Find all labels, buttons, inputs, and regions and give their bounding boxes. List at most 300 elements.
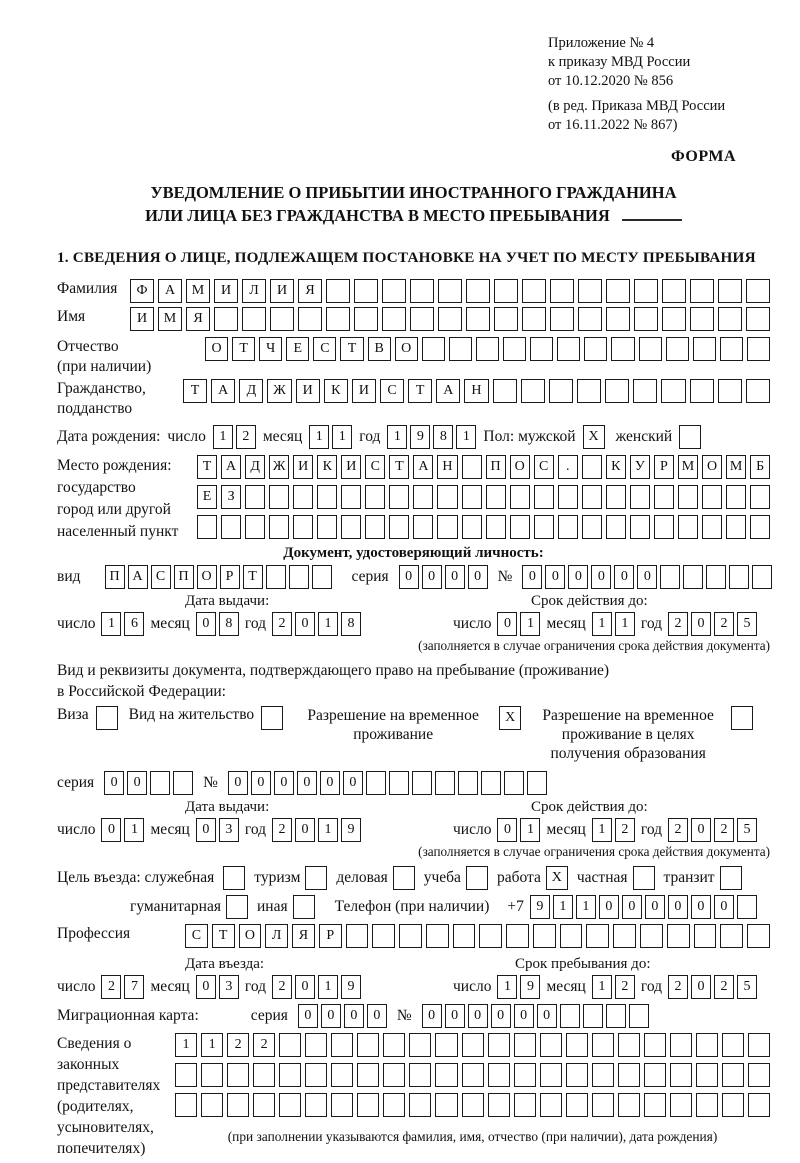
sex-female-checkbox[interactable] (679, 425, 701, 449)
char-box[interactable] (613, 924, 636, 948)
char-box[interactable] (293, 515, 313, 539)
char-box[interactable] (633, 379, 657, 403)
char-box[interactable] (266, 565, 286, 589)
char-box[interactable] (606, 515, 626, 539)
char-box[interactable] (630, 515, 650, 539)
char-box[interactable] (666, 337, 689, 361)
char-box[interactable]: Н (464, 379, 488, 403)
char-box[interactable]: Е (197, 485, 217, 509)
char-box[interactable]: М (726, 455, 746, 479)
char-box[interactable]: . (558, 455, 578, 479)
char-box[interactable]: 2 (272, 612, 292, 636)
char-box[interactable]: 2 (615, 975, 635, 999)
char-box[interactable] (702, 515, 722, 539)
char-box[interactable] (533, 924, 556, 948)
char-box[interactable] (550, 307, 574, 331)
char-box[interactable]: Т (408, 379, 432, 403)
char-box[interactable] (634, 279, 658, 303)
char-box[interactable]: 0 (568, 565, 588, 589)
char-box[interactable]: Т (340, 337, 363, 361)
char-box[interactable]: 0 (537, 1004, 557, 1028)
char-box[interactable] (409, 1063, 431, 1087)
char-box[interactable]: 0 (295, 612, 315, 636)
char-box[interactable] (504, 771, 524, 795)
char-box[interactable] (346, 924, 369, 948)
char-box[interactable]: 1 (592, 818, 612, 842)
char-box[interactable]: С (151, 565, 171, 589)
char-box[interactable] (422, 337, 445, 361)
char-box[interactable] (341, 515, 361, 539)
char-box[interactable]: 0 (321, 1004, 341, 1028)
char-box[interactable] (354, 307, 378, 331)
char-box[interactable]: 0 (497, 818, 517, 842)
visa-checkbox[interactable] (96, 706, 118, 730)
char-box[interactable] (435, 1033, 457, 1057)
char-box[interactable] (540, 1063, 562, 1087)
char-box[interactable]: И (130, 307, 154, 331)
char-box[interactable] (640, 924, 663, 948)
char-box[interactable]: 1 (520, 612, 540, 636)
char-box[interactable]: И (293, 455, 313, 479)
char-box[interactable] (383, 1063, 405, 1087)
char-box[interactable]: 0 (196, 975, 216, 999)
char-box[interactable]: 0 (468, 1004, 488, 1028)
char-box[interactable]: Т (232, 337, 255, 361)
char-box[interactable] (510, 515, 530, 539)
char-box[interactable] (560, 924, 583, 948)
char-box[interactable]: В (368, 337, 391, 361)
char-box[interactable]: 0 (295, 975, 315, 999)
char-box[interactable]: 2 (714, 818, 734, 842)
char-box[interactable]: 1 (497, 975, 517, 999)
char-box[interactable]: 1 (592, 975, 612, 999)
char-box[interactable] (618, 1063, 640, 1087)
char-box[interactable] (514, 1093, 536, 1117)
char-box[interactable] (503, 337, 526, 361)
char-box[interactable] (305, 1093, 327, 1117)
char-box[interactable]: 2 (714, 612, 734, 636)
char-box[interactable]: С (534, 455, 554, 479)
char-box[interactable]: Ч (259, 337, 282, 361)
char-box[interactable] (584, 337, 607, 361)
char-box[interactable] (173, 771, 193, 795)
char-box[interactable] (354, 279, 378, 303)
char-box[interactable]: Т (183, 379, 207, 403)
char-box[interactable] (341, 485, 361, 509)
char-box[interactable]: 1 (387, 425, 407, 449)
char-box[interactable] (748, 1093, 770, 1117)
char-box[interactable] (410, 307, 434, 331)
char-box[interactable] (227, 1093, 249, 1117)
purpose-humanitarian-checkbox[interactable] (226, 895, 248, 919)
char-box[interactable] (279, 1033, 301, 1057)
char-box[interactable]: 0 (691, 895, 711, 919)
char-box[interactable]: М (158, 307, 182, 331)
char-box[interactable] (690, 307, 714, 331)
char-box[interactable]: Я (186, 307, 210, 331)
char-box[interactable]: И (352, 379, 376, 403)
sex-male-checkbox[interactable]: X (583, 425, 605, 449)
char-box[interactable] (253, 1093, 275, 1117)
char-box[interactable]: Ж (267, 379, 291, 403)
char-box[interactable] (510, 485, 530, 509)
char-box[interactable]: 0 (295, 818, 315, 842)
char-box[interactable] (175, 1093, 197, 1117)
char-box[interactable] (409, 1033, 431, 1057)
char-box[interactable] (449, 337, 472, 361)
char-box[interactable]: 2 (227, 1033, 249, 1057)
char-box[interactable] (583, 1004, 603, 1028)
char-box[interactable] (175, 1063, 197, 1087)
char-box[interactable] (413, 485, 433, 509)
char-box[interactable]: О (197, 565, 217, 589)
char-box[interactable]: А (158, 279, 182, 303)
char-box[interactable] (634, 307, 658, 331)
char-box[interactable] (488, 1063, 510, 1087)
char-box[interactable]: 2 (272, 818, 292, 842)
char-box[interactable] (662, 279, 686, 303)
char-box[interactable] (644, 1093, 666, 1117)
char-box[interactable]: 1 (576, 895, 596, 919)
char-box[interactable] (365, 485, 385, 509)
char-box[interactable]: 9 (530, 895, 550, 919)
char-box[interactable]: З (221, 485, 241, 509)
char-box[interactable] (331, 1033, 353, 1057)
char-box[interactable]: 1 (101, 612, 121, 636)
char-box[interactable] (458, 771, 478, 795)
char-box[interactable] (521, 379, 545, 403)
char-box[interactable]: 2 (668, 818, 688, 842)
char-box[interactable] (534, 515, 554, 539)
char-box[interactable]: 0 (599, 895, 619, 919)
char-box[interactable] (331, 1093, 353, 1117)
char-box[interactable] (606, 307, 630, 331)
char-box[interactable] (662, 307, 686, 331)
char-box[interactable]: 0 (468, 565, 488, 589)
char-box[interactable]: М (186, 279, 210, 303)
char-box[interactable] (611, 337, 634, 361)
char-box[interactable] (750, 515, 770, 539)
char-box[interactable] (488, 1033, 510, 1057)
char-box[interactable]: 5 (737, 818, 757, 842)
char-box[interactable] (435, 771, 455, 795)
char-box[interactable]: С (380, 379, 404, 403)
char-box[interactable] (527, 771, 547, 795)
char-box[interactable] (462, 1033, 484, 1057)
char-box[interactable] (582, 455, 602, 479)
char-box[interactable] (748, 1063, 770, 1087)
char-box[interactable] (722, 1033, 744, 1057)
char-box[interactable] (298, 307, 322, 331)
char-box[interactable] (372, 924, 395, 948)
char-box[interactable] (506, 924, 529, 948)
purpose-other-checkbox[interactable] (293, 895, 315, 919)
char-box[interactable]: 0 (614, 565, 634, 589)
char-box[interactable]: 1 (124, 818, 144, 842)
char-box[interactable] (606, 279, 630, 303)
char-box[interactable]: Т (197, 455, 217, 479)
char-box[interactable] (486, 515, 506, 539)
char-box[interactable] (720, 337, 743, 361)
char-box[interactable]: 0 (497, 612, 517, 636)
char-box[interactable]: 1 (175, 1033, 197, 1057)
char-box[interactable]: С (313, 337, 336, 361)
char-box[interactable]: М (678, 455, 698, 479)
char-box[interactable] (331, 1063, 353, 1087)
char-box[interactable]: Ж (269, 455, 289, 479)
char-box[interactable]: П (105, 565, 125, 589)
char-box[interactable]: 0 (691, 818, 711, 842)
char-box[interactable]: 0 (422, 1004, 442, 1028)
char-box[interactable]: 0 (422, 565, 442, 589)
char-box[interactable] (514, 1033, 536, 1057)
char-box[interactable] (661, 379, 685, 403)
char-box[interactable] (550, 279, 574, 303)
char-box[interactable] (453, 924, 476, 948)
char-box[interactable] (750, 485, 770, 509)
char-box[interactable] (696, 1093, 718, 1117)
char-box[interactable] (592, 1093, 614, 1117)
char-box[interactable]: А (128, 565, 148, 589)
char-box[interactable] (476, 337, 499, 361)
char-box[interactable]: 0 (514, 1004, 534, 1028)
char-box[interactable] (317, 515, 337, 539)
char-box[interactable] (670, 1033, 692, 1057)
char-box[interactable] (577, 379, 601, 403)
char-box[interactable] (435, 1093, 457, 1117)
purpose-official-checkbox[interactable] (223, 866, 245, 890)
char-box[interactable]: 6 (124, 612, 144, 636)
char-box[interactable] (747, 337, 770, 361)
char-box[interactable]: 0 (127, 771, 147, 795)
char-box[interactable] (644, 1063, 666, 1087)
char-box[interactable]: А (221, 455, 241, 479)
char-box[interactable] (667, 924, 690, 948)
char-box[interactable] (752, 565, 772, 589)
purpose-study-checkbox[interactable] (466, 866, 488, 890)
char-box[interactable]: 0 (545, 565, 565, 589)
char-box[interactable]: 1 (332, 425, 352, 449)
char-box[interactable]: И (214, 279, 238, 303)
char-box[interactable] (693, 337, 716, 361)
char-box[interactable]: 3 (219, 818, 239, 842)
char-box[interactable] (438, 279, 462, 303)
residence-permit-checkbox[interactable] (261, 706, 283, 730)
char-box[interactable]: О (239, 924, 262, 948)
char-box[interactable]: Т (389, 455, 409, 479)
char-box[interactable] (326, 307, 350, 331)
char-box[interactable]: 0 (691, 612, 711, 636)
char-box[interactable] (606, 1004, 626, 1028)
char-box[interactable] (618, 1093, 640, 1117)
char-box[interactable] (605, 379, 629, 403)
char-box[interactable] (726, 515, 746, 539)
char-box[interactable] (678, 485, 698, 509)
char-box[interactable]: 0 (399, 565, 419, 589)
char-box[interactable] (729, 565, 749, 589)
char-box[interactable] (389, 485, 409, 509)
char-box[interactable] (227, 1063, 249, 1087)
char-box[interactable]: 0 (445, 1004, 465, 1028)
char-box[interactable]: 0 (637, 565, 657, 589)
char-box[interactable]: О (205, 337, 228, 361)
char-box[interactable] (670, 1063, 692, 1087)
char-box[interactable] (530, 337, 553, 361)
char-box[interactable] (413, 515, 433, 539)
char-box[interactable]: 2 (615, 818, 635, 842)
char-box[interactable] (462, 515, 482, 539)
char-box[interactable]: Л (265, 924, 288, 948)
char-box[interactable]: 0 (645, 895, 665, 919)
char-box[interactable] (437, 485, 457, 509)
char-box[interactable]: 0 (367, 1004, 387, 1028)
purpose-business-checkbox[interactable] (393, 866, 415, 890)
char-box[interactable]: 0 (101, 818, 121, 842)
char-box[interactable]: К (317, 455, 337, 479)
char-box[interactable] (718, 279, 742, 303)
char-box[interactable] (578, 307, 602, 331)
char-box[interactable] (462, 485, 482, 509)
char-box[interactable] (582, 515, 602, 539)
char-box[interactable]: 0 (491, 1004, 511, 1028)
char-box[interactable]: 1 (318, 818, 338, 842)
char-box[interactable]: 2 (668, 975, 688, 999)
char-box[interactable] (654, 485, 674, 509)
char-box[interactable] (737, 895, 757, 919)
temp-residence-education-checkbox[interactable] (731, 706, 753, 730)
char-box[interactable]: 0 (251, 771, 271, 795)
char-box[interactable] (270, 307, 294, 331)
char-box[interactable] (660, 565, 680, 589)
char-box[interactable] (399, 924, 422, 948)
char-box[interactable] (702, 485, 722, 509)
char-box[interactable] (558, 515, 578, 539)
char-box[interactable] (382, 307, 406, 331)
char-box[interactable]: 0 (228, 771, 248, 795)
char-box[interactable] (540, 1093, 562, 1117)
char-box[interactable] (409, 1093, 431, 1117)
char-box[interactable] (279, 1093, 301, 1117)
char-box[interactable] (366, 771, 386, 795)
char-box[interactable] (694, 924, 717, 948)
char-box[interactable]: А (436, 379, 460, 403)
char-box[interactable]: С (185, 924, 208, 948)
char-box[interactable]: И (270, 279, 294, 303)
char-box[interactable] (293, 485, 313, 509)
char-box[interactable] (582, 485, 602, 509)
char-box[interactable] (522, 307, 546, 331)
char-box[interactable] (566, 1063, 588, 1087)
char-box[interactable] (389, 771, 409, 795)
char-box[interactable]: 1 (456, 425, 476, 449)
char-box[interactable]: Я (298, 279, 322, 303)
char-box[interactable] (690, 279, 714, 303)
char-box[interactable]: О (395, 337, 418, 361)
char-box[interactable] (382, 279, 406, 303)
char-box[interactable] (357, 1093, 379, 1117)
char-box[interactable]: 1 (318, 612, 338, 636)
char-box[interactable]: 8 (433, 425, 453, 449)
char-box[interactable]: 9 (520, 975, 540, 999)
char-box[interactable] (639, 337, 662, 361)
char-box[interactable]: 2 (668, 612, 688, 636)
char-box[interactable] (221, 515, 241, 539)
char-box[interactable] (305, 1063, 327, 1087)
purpose-transit-checkbox[interactable] (720, 866, 742, 890)
char-box[interactable]: И (341, 455, 361, 479)
char-box[interactable]: 0 (714, 895, 734, 919)
char-box[interactable] (722, 1093, 744, 1117)
char-box[interactable]: Б (750, 455, 770, 479)
char-box[interactable] (269, 515, 289, 539)
char-box[interactable]: 1 (592, 612, 612, 636)
char-box[interactable]: Ф (130, 279, 154, 303)
char-box[interactable] (383, 1093, 405, 1117)
char-box[interactable] (242, 307, 266, 331)
char-box[interactable]: О (702, 455, 722, 479)
char-box[interactable] (494, 307, 518, 331)
char-box[interactable]: Р (654, 455, 674, 479)
char-box[interactable]: 2 (236, 425, 256, 449)
char-box[interactable]: 1 (318, 975, 338, 999)
char-box[interactable]: 7 (124, 975, 144, 999)
char-box[interactable] (201, 1063, 223, 1087)
char-box[interactable] (722, 1063, 744, 1087)
char-box[interactable] (245, 485, 265, 509)
char-box[interactable]: Д (245, 455, 265, 479)
char-box[interactable] (214, 307, 238, 331)
char-box[interactable]: 1 (213, 425, 233, 449)
char-box[interactable]: У (630, 455, 650, 479)
char-box[interactable] (560, 1004, 580, 1028)
char-box[interactable]: 0 (274, 771, 294, 795)
char-box[interactable] (462, 455, 482, 479)
char-box[interactable] (592, 1033, 614, 1057)
char-box[interactable] (494, 279, 518, 303)
char-box[interactable] (578, 279, 602, 303)
char-box[interactable] (746, 279, 770, 303)
char-box[interactable] (437, 515, 457, 539)
char-box[interactable]: 1 (201, 1033, 223, 1057)
char-box[interactable] (678, 515, 698, 539)
char-box[interactable] (696, 1033, 718, 1057)
char-box[interactable]: 0 (104, 771, 124, 795)
char-box[interactable]: Р (319, 924, 342, 948)
char-box[interactable]: П (486, 455, 506, 479)
char-box[interactable] (630, 485, 650, 509)
char-box[interactable] (670, 1093, 692, 1117)
char-box[interactable]: 3 (219, 975, 239, 999)
char-box[interactable]: 2 (272, 975, 292, 999)
char-box[interactable]: О (510, 455, 530, 479)
char-box[interactable] (479, 924, 502, 948)
char-box[interactable]: 1 (520, 818, 540, 842)
char-box[interactable] (549, 379, 573, 403)
char-box[interactable]: 5 (737, 975, 757, 999)
char-box[interactable] (253, 1063, 275, 1087)
char-box[interactable] (150, 771, 170, 795)
temp-residence-checkbox[interactable]: X (499, 706, 521, 730)
char-box[interactable] (718, 379, 742, 403)
char-box[interactable]: Н (437, 455, 457, 479)
char-box[interactable] (654, 515, 674, 539)
char-box[interactable] (746, 307, 770, 331)
char-box[interactable] (488, 1093, 510, 1117)
char-box[interactable]: 1 (553, 895, 573, 919)
purpose-tourism-checkbox[interactable] (305, 866, 327, 890)
char-box[interactable] (279, 1063, 301, 1087)
char-box[interactable]: 0 (668, 895, 688, 919)
